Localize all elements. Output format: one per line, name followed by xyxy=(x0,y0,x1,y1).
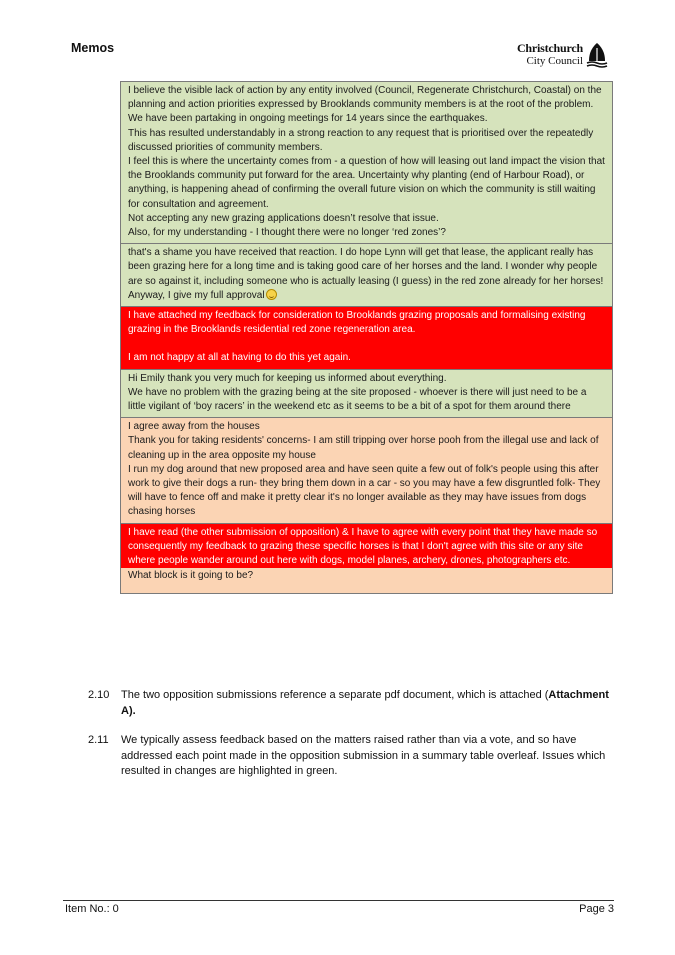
feedback-text: Not accepting any new grazing applications doesn’t resolve that issue. xyxy=(128,212,439,224)
feedback-text: I believe the visible lack of action by any entity involved (Council, Regenerate Christchurch, Coastal) on the planning and action priorities expressed by Brooklands community members is at the root of the problem. We have been partaking in ongoing meetings for 14 years since the earthquakes. xyxy=(128,85,602,125)
feedback-text: Hi Emily thank you very much for keeping us informed about everything. xyxy=(128,372,447,384)
feedback-text: I agree away from the houses xyxy=(128,421,260,433)
feedback-row-1 xyxy=(121,82,612,244)
logo-line1: Christchurch xyxy=(516,41,583,55)
feedback-row-2 xyxy=(121,244,612,307)
feedback-row-5 xyxy=(121,418,612,523)
attachment-reference: Attachment A). xyxy=(121,689,609,717)
feedback-text: Also, for my understanding - I thought there were no longer ‘red zones’? xyxy=(128,227,446,239)
feedback-text: I feel this is where the uncertainty comes from - a question of how will leasing out land impact the vision that the Brooklands community put forward for the area. Uncertainty why planting (end of Harbour Road), or anything, is happening ahead of confirming the overall future vision on which the community is still waiting for consultation and agreement. xyxy=(128,156,605,210)
footer-divider xyxy=(63,900,614,901)
feedback-text: Anyway, I give my full approval xyxy=(128,289,265,301)
feedback-text: I have read (the other submission of opposition) & I have to agree with every point that they have made so consequently my feedback to grazing these specific horses is that I don't agree with this site or any site where people wander around out here with dogs, model planes, archery, drones, photographers etc. xyxy=(128,526,598,567)
feedback-line xyxy=(128,289,605,303)
feedback-text: I have attached my feedback for consideration to Brooklands grazing proposals and formalising existing grazing in the Brooklands residential red zone regeneration area. xyxy=(128,310,586,336)
feedback-text: I run my dog around that new proposed area and have seen quite a few out of folk's people using this after work to give their dogs a run- they bring them down in a car - so you may have a few disgruntled folk- They will have to fence off and make it pretty clear it's no longer available as they may have issues from dogs chasing horses xyxy=(128,463,601,518)
feedback-row-4 xyxy=(121,370,612,419)
feedback-row-3 xyxy=(121,307,612,370)
grinning-emoji-icon xyxy=(266,289,277,300)
feedback-text: This has resulted understandably in a strong reaction to any request that is prioritised over the repeatedly discussed priorities of community members. xyxy=(128,127,594,153)
paragraph-text xyxy=(121,688,611,719)
feedback-table xyxy=(120,81,613,594)
council-logo xyxy=(499,42,609,72)
feedback-text: I am not happy at all at having to do this yet again. xyxy=(128,352,351,364)
feedback-row-7 xyxy=(121,568,612,593)
logo-line2: City Council xyxy=(526,55,583,67)
paragraph-body: The two opposition submissions reference a separate pdf document, which is attached ( xyxy=(121,689,549,701)
paragraph-text: We typically assess feedback based on the matters raised rather than via a vote, and so have addressed each point made in the opposition submission in a summary table overleaf. Issues which resulted in changes are highlighted in green. xyxy=(121,734,606,777)
cathedral-logo-icon xyxy=(585,42,609,68)
blank-line xyxy=(128,337,605,351)
feedback-text: We have no problem with the grazing being at the site proposed - whoever is there will just need to be a little vigilant of ‘boy racers’ in the weekend etc as it seems to be a bit of a spot for them around there xyxy=(128,386,587,413)
paragraph-number: 2.10 xyxy=(88,689,110,701)
footer-page-number: Page 3 xyxy=(579,903,614,915)
paragraph-number: 2.11 xyxy=(88,734,109,746)
feedback-text: that's a shame you have received that reaction. I do hope Lynn will get that lease, the applicant really has been grazing here for a long time and is taking good care of her horses and the land. I wonder why people are so against it, including someone who is actually leasing (I guess) in the red zone already for her horses! xyxy=(128,247,604,287)
feedback-text: What block is it going to be? xyxy=(128,570,254,582)
feedback-row-6 xyxy=(121,524,612,569)
header-title: Memos xyxy=(71,41,115,55)
footer-item-number: Item No.: 0 xyxy=(65,903,119,915)
feedback-text: Thank you for taking residents' concerns- I am still tripping over horse pooh from the illegal use and lack of cleaning up in the area opposite my house xyxy=(128,435,599,461)
